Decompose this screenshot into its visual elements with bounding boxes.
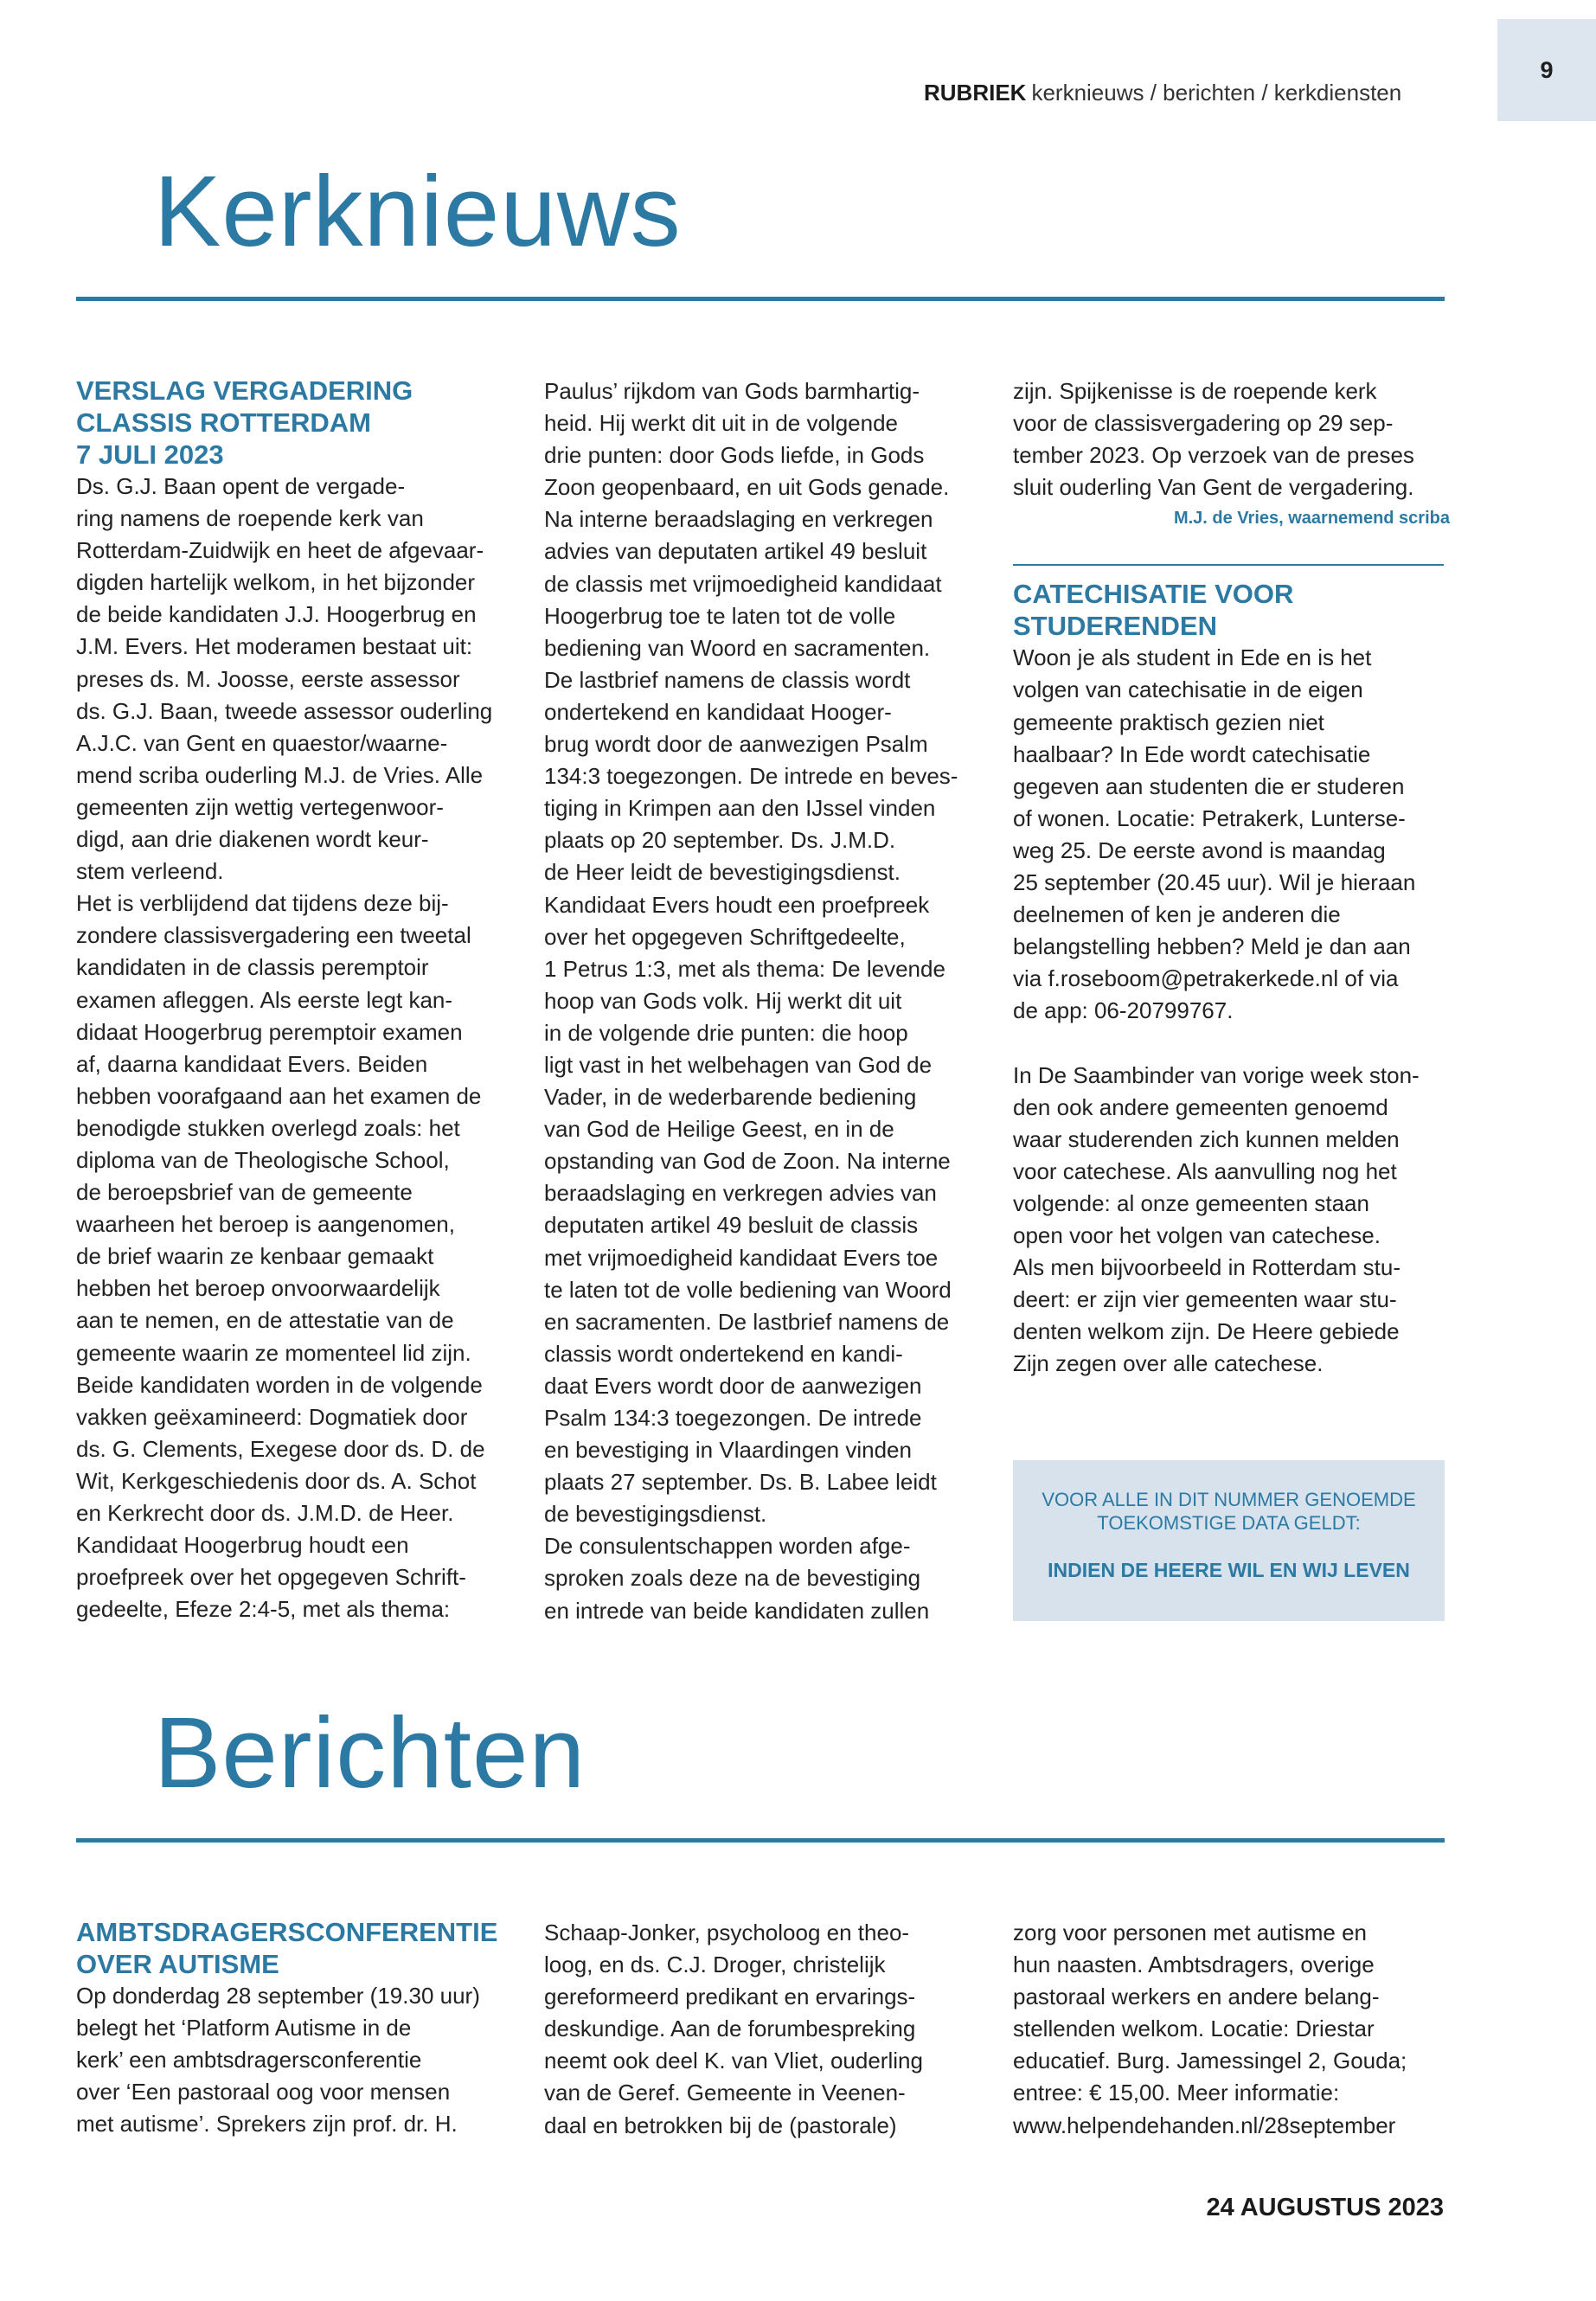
text-line: of wonen. Locatie: Petrakerk, Lunterse-	[1013, 804, 1406, 831]
text-line: deelnemen of ken je anderen die	[1013, 901, 1341, 928]
section-divider	[76, 297, 1445, 301]
signature: M.J. de Vries, waarnemend scriba	[1173, 509, 1450, 529]
text-line: de beide kandidaten J.J. Hoogerbrug en	[76, 601, 477, 628]
text-line: Het is verblijdend dat tijdens deze bij-	[76, 890, 449, 917]
text-line: bediening van Woord en sacramenten.	[544, 634, 931, 661]
text-line: daat Evers wordt door de aanwezigen	[544, 1372, 922, 1399]
text-line: Wit, Kerkgeschiedenis door ds. A. Schot	[76, 1467, 477, 1494]
text-line: plaats 27 september. Ds. B. Labee leidt	[544, 1469, 937, 1496]
text-line: Woon je als student in Ede en is het	[1013, 644, 1372, 671]
text-line: De consulentschappen worden afge-	[544, 1533, 911, 1560]
text-line: ring namens de roepende kerk van	[76, 505, 424, 532]
article-autisme-col2	[544, 1917, 981, 2142]
text-line: 134:3 toegezongen. De intrede en beves-	[544, 763, 958, 790]
text-line: en sacramenten. De lastbrief namens de	[544, 1308, 950, 1335]
text-line: tiging in Krimpen aan den IJssel vinden	[544, 795, 936, 822]
article-heading: VERSLAG VERGADERING CLASSIS ROTTERDAM 7 JULI 2023	[76, 375, 413, 470]
text-line: sluit ouderling Van Gent de vergadering.	[1013, 474, 1414, 501]
text-line: ondertekend en kandidaat Hooger-	[544, 698, 892, 725]
text-line: denten welkom zijn. De Heere gebiede	[1013, 1318, 1400, 1345]
text-line: waar studerenden zich kunnen melden	[1013, 1125, 1400, 1152]
text-line: waarheen het beroep is aangenomen,	[76, 1211, 455, 1238]
text-line: didaat Hoogerbrug peremptoir examen	[76, 1018, 463, 1045]
text-line: vakken geëxamineerd: Dogmatiek door	[76, 1403, 468, 1430]
text-line: benodigde stukken overlegd zoals: het	[76, 1114, 460, 1141]
notice-bold-text: INDIEN DE HEERE WIL EN WIJ LEVEN	[1048, 1559, 1410, 1581]
text-line: Kandidaat Hoogerbrug houdt een	[76, 1532, 409, 1559]
text-line: zondere classisvergadering een tweetal	[76, 922, 471, 949]
text-line: ds. G. Clements, Exegese door ds. D. de	[76, 1435, 485, 1462]
text-line: gegeven aan studenten die er studeren	[1013, 772, 1405, 799]
article-heading-catechisatie: CATECHISATIE VOOR STUDERENDEN	[1013, 579, 1294, 642]
article-body	[1013, 642, 1450, 1027]
text-line: de app: 06-20799767.	[1013, 997, 1234, 1024]
text-line: heid. Hij werkt dit uit in de volgende	[544, 410, 899, 437]
section-title-berichten: Berichten	[154, 1696, 586, 1809]
text-line: hebben voorafgaand aan het examen de	[76, 1082, 482, 1109]
article-heading: AMBTSDRAGERSCONFERENTIE OVER AUTISME	[76, 1917, 498, 1979]
article-divider	[1013, 564, 1444, 566]
notice-text: TOEKOMSTIGE DATA GELDT:	[1097, 1512, 1361, 1534]
text-line: gemeente waarin ze momenteel lid zijn.	[76, 1339, 471, 1366]
text-line: weg 25. De eerste avond is maandag	[1013, 836, 1386, 863]
text-line: beraadslaging en verkregen advies van	[544, 1180, 937, 1207]
text-line: digd, aan drie diakenen wordt keur-	[76, 826, 429, 853]
text-line: van de Geref. Gemeente in Veenen-	[544, 2080, 906, 2106]
text-line: preses ds. M. Joosse, eerste assessor	[76, 665, 460, 692]
notice-box	[1013, 1460, 1445, 1621]
article-body	[1013, 375, 1450, 503]
text-line: brug wordt door de aanwezigen Psalm	[544, 731, 928, 758]
text-line: kerk’ een ambtsdragersconferentie	[76, 2047, 422, 2073]
notice-text: VOOR ALLE IN DIT NUMMER GENOEMDE	[1042, 1489, 1416, 1510]
page-number: 9	[1497, 19, 1596, 121]
text-line: 25 september (20.45 uur). Wil je hieraan	[1013, 869, 1416, 896]
text-line: stem verleend.	[76, 858, 224, 885]
text-line: zijn. Spijkenisse is de roepende kerk	[1013, 378, 1377, 404]
text-line: examen afleggen. Als eerste legt kan-	[76, 986, 453, 1013]
text-line: over het opgegeven Schriftgedeelte,	[544, 923, 906, 950]
text-line: In De Saambinder van vorige week ston-	[1013, 1061, 1420, 1088]
text-line: open voor het volgen van catechese.	[1013, 1221, 1381, 1248]
text-line: entree: € 15,00. Meer informatie:	[1013, 2080, 1340, 2106]
text-line: en intrede van beide kandidaten zullen	[544, 1597, 930, 1624]
text-line: gereformeerd predikant en ervarings-	[544, 1984, 916, 2010]
text-line: en Kerkrecht door ds. J.M.D. de Heer.	[76, 1500, 454, 1526]
text-line: van God de Heilige Geest, en in de	[544, 1116, 894, 1143]
rubriek-text: kerknieuws / berichten / kerkdiensten	[1031, 80, 1402, 106]
text-line: Ds. G.J. Baan opent de vergade-	[76, 473, 406, 499]
text-line: 1 Petrus 1:3, met als thema: De levende	[544, 955, 945, 982]
text-line: gedeelte, Efeze 2:4-5, met als thema:	[76, 1596, 451, 1623]
text-line: mend scriba ouderling M.J. de Vries. Alle	[76, 761, 484, 788]
text-line: Kandidaat Evers houdt een proefpreek	[544, 891, 930, 918]
text-line: stellenden welkom. Locatie: Driestar	[1013, 2016, 1375, 2042]
rubriek-label: RUBRIEK	[924, 80, 1027, 106]
text-line: diploma van de Theologische School,	[76, 1146, 450, 1173]
text-line: volgen van catechisatie in de eigen	[1013, 676, 1363, 703]
text-line: de beroepsbrief van de gemeente	[76, 1179, 413, 1206]
text-line: Beide kandidaten worden in de volgende	[76, 1371, 483, 1398]
text-line: digden hartelijk welkom, in het bijzonder	[76, 569, 476, 596]
text-line: Paulus’ rijkdom van Gods barmhartig-	[544, 378, 920, 404]
text-line: aan te nemen, en de attestatie van de	[76, 1307, 454, 1334]
section-title-kerknieuws: Kerknieuws	[154, 155, 682, 267]
text-line: opstanding van God de Zoon. Na interne	[544, 1148, 951, 1175]
article-body	[544, 375, 981, 1627]
text-line: Hoogerbrug toe te laten tot de volle	[544, 602, 896, 629]
text-line: Na interne beraadslaging en verkregen	[544, 506, 933, 533]
article-body	[76, 1980, 513, 2140]
text-line: hun naasten. Ambtsdragers, overige	[1013, 1952, 1375, 1978]
article-body	[76, 471, 513, 1625]
text-line: gemeenten zijn wettig vertegenwoor-	[76, 793, 444, 820]
article-col3	[1013, 375, 1450, 1380]
text-line: drie punten: door Gods liefde, in Gods	[544, 442, 925, 469]
text-line: af, daarna kandidaat Evers. Beiden	[76, 1050, 428, 1077]
text-line: de bevestigingsdienst.	[544, 1501, 767, 1528]
text-line: De lastbrief namens de classis wordt	[544, 666, 911, 693]
article-body	[1013, 1060, 1450, 1381]
text-line: kandidaten in de classis peremptoir	[76, 954, 429, 981]
text-line: voor catechese. Als aanvulling nog het	[1013, 1157, 1397, 1184]
text-line: pastoraal werkers en andere belang-	[1013, 1984, 1380, 2010]
section-divider	[76, 1838, 1445, 1843]
text-line: loog, en ds. C.J. Droger, christelijk	[544, 1952, 886, 1978]
text-line: Zoon geopenbaard, en uit Gods genade.	[544, 474, 950, 501]
text-line: sproken zoals deze na de bevestiging	[544, 1565, 921, 1592]
text-line: proefpreek over het opgegeven Schrift-	[76, 1564, 466, 1591]
article-body	[1013, 1917, 1450, 2142]
article-body	[544, 1917, 981, 2142]
text-line: educatief. Burg. Jamessingel 2, Gouda;	[1013, 2048, 1407, 2074]
article-autisme-col3	[1013, 1917, 1450, 2142]
text-line: Vader, in de wederbarende bediening	[544, 1084, 917, 1111]
text-line: met autisme’. Sprekers zijn prof. dr. H.	[76, 2111, 458, 2138]
text-line: hoop van Gods volk. Hij werkt dit uit	[544, 987, 902, 1014]
article-autisme-col1	[76, 1916, 513, 2140]
text-line: haalbaar? In Ede wordt catechisatie	[1013, 740, 1371, 767]
text-line: classis wordt ondertekend en kandi-	[544, 1340, 903, 1367]
text-line: Rotterdam-Zuidwijk en heet de afgevaar-	[76, 537, 484, 564]
article-classis-col2	[544, 375, 981, 1627]
text-line: volgende: al onze gemeenten staan	[1013, 1189, 1369, 1216]
text-line: gemeente praktisch gezien niet	[1013, 708, 1324, 735]
text-line: ds. G.J. Baan, tweede assessor ouderling	[76, 697, 493, 724]
text-line: belangstelling hebben? Meld je dan aan	[1013, 933, 1411, 960]
text-line: plaats op 20 september. Ds. J.M.D.	[544, 827, 896, 854]
text-line: Schaap-Jonker, psycholoog en theo-	[544, 1920, 910, 1945]
text-line: neemt ook deel K. van Vliet, ouderling	[544, 2048, 923, 2074]
text-line: tember 2023. Op verzoek van de preses	[1013, 442, 1414, 469]
text-line: Op donderdag 28 september (19.30 uur)	[76, 1983, 480, 2009]
text-line: de brief waarin ze kenbaar gemaakt	[76, 1243, 434, 1270]
text-line: in de volgende drie punten: die hoop	[544, 1019, 908, 1046]
text-line: ligt vast in het welbehagen van God de	[544, 1051, 933, 1078]
text-line: met vrijmoedigheid kandidaat Evers toe	[544, 1244, 939, 1271]
text-line: deputaten artikel 49 besluit de classis	[544, 1212, 919, 1239]
text-line: deert: er zijn vier gemeenten waar stu-	[1013, 1286, 1397, 1313]
text-line: belegt het ‘Platform Autisme in de	[76, 2015, 412, 2041]
article-classis-col1	[76, 375, 513, 1625]
text-line: voor de classisvergadering op 29 sep-	[1013, 410, 1394, 437]
text-line: de Heer leidt de bevestigingsdienst.	[544, 859, 901, 886]
text-line: den ook andere gemeenten genoemd	[1013, 1093, 1388, 1120]
text-line: hebben het beroep onvoorwaardelijk	[76, 1275, 440, 1302]
issue-date: 24 AUGUSTUS 2023	[1206, 2194, 1444, 2221]
text-line: zorg voor personen met autisme en	[1013, 1920, 1367, 1945]
text-line: te laten tot de volle bediening van Woord	[544, 1276, 952, 1303]
text-line: de classis met vrijmoedigheid kandidaat	[544, 570, 942, 597]
text-line: advies van deputaten artikel 49 besluit	[544, 538, 927, 565]
rubriek-header	[924, 80, 1443, 106]
text-line: www.helpendehanden.nl/28september	[1013, 2112, 1396, 2138]
text-line: Als men bijvoorbeeld in Rotterdam stu-	[1013, 1254, 1401, 1281]
text-line: via f.roseboom@petrakerkede.nl of via	[1013, 965, 1399, 992]
text-line: A.J.C. van Gent en quaestor/waarne-	[76, 729, 448, 756]
text-line: Psalm 134:3 toegezongen. De intrede	[544, 1405, 922, 1431]
text-line: en bevestiging in Vlaardingen vinden	[544, 1437, 912, 1464]
text-line: deskundige. Aan de forumbespreking	[544, 2016, 916, 2042]
text-line: J.M. Evers. Het moderamen bestaat uit:	[76, 633, 473, 660]
text-line: Zijn zegen over alle catechese.	[1013, 1350, 1324, 1377]
text-line: over ‘Een pastoraal oog voor mensen	[76, 2079, 451, 2106]
text-line: daal en betrokken bij de (pastorale)	[544, 2112, 897, 2138]
